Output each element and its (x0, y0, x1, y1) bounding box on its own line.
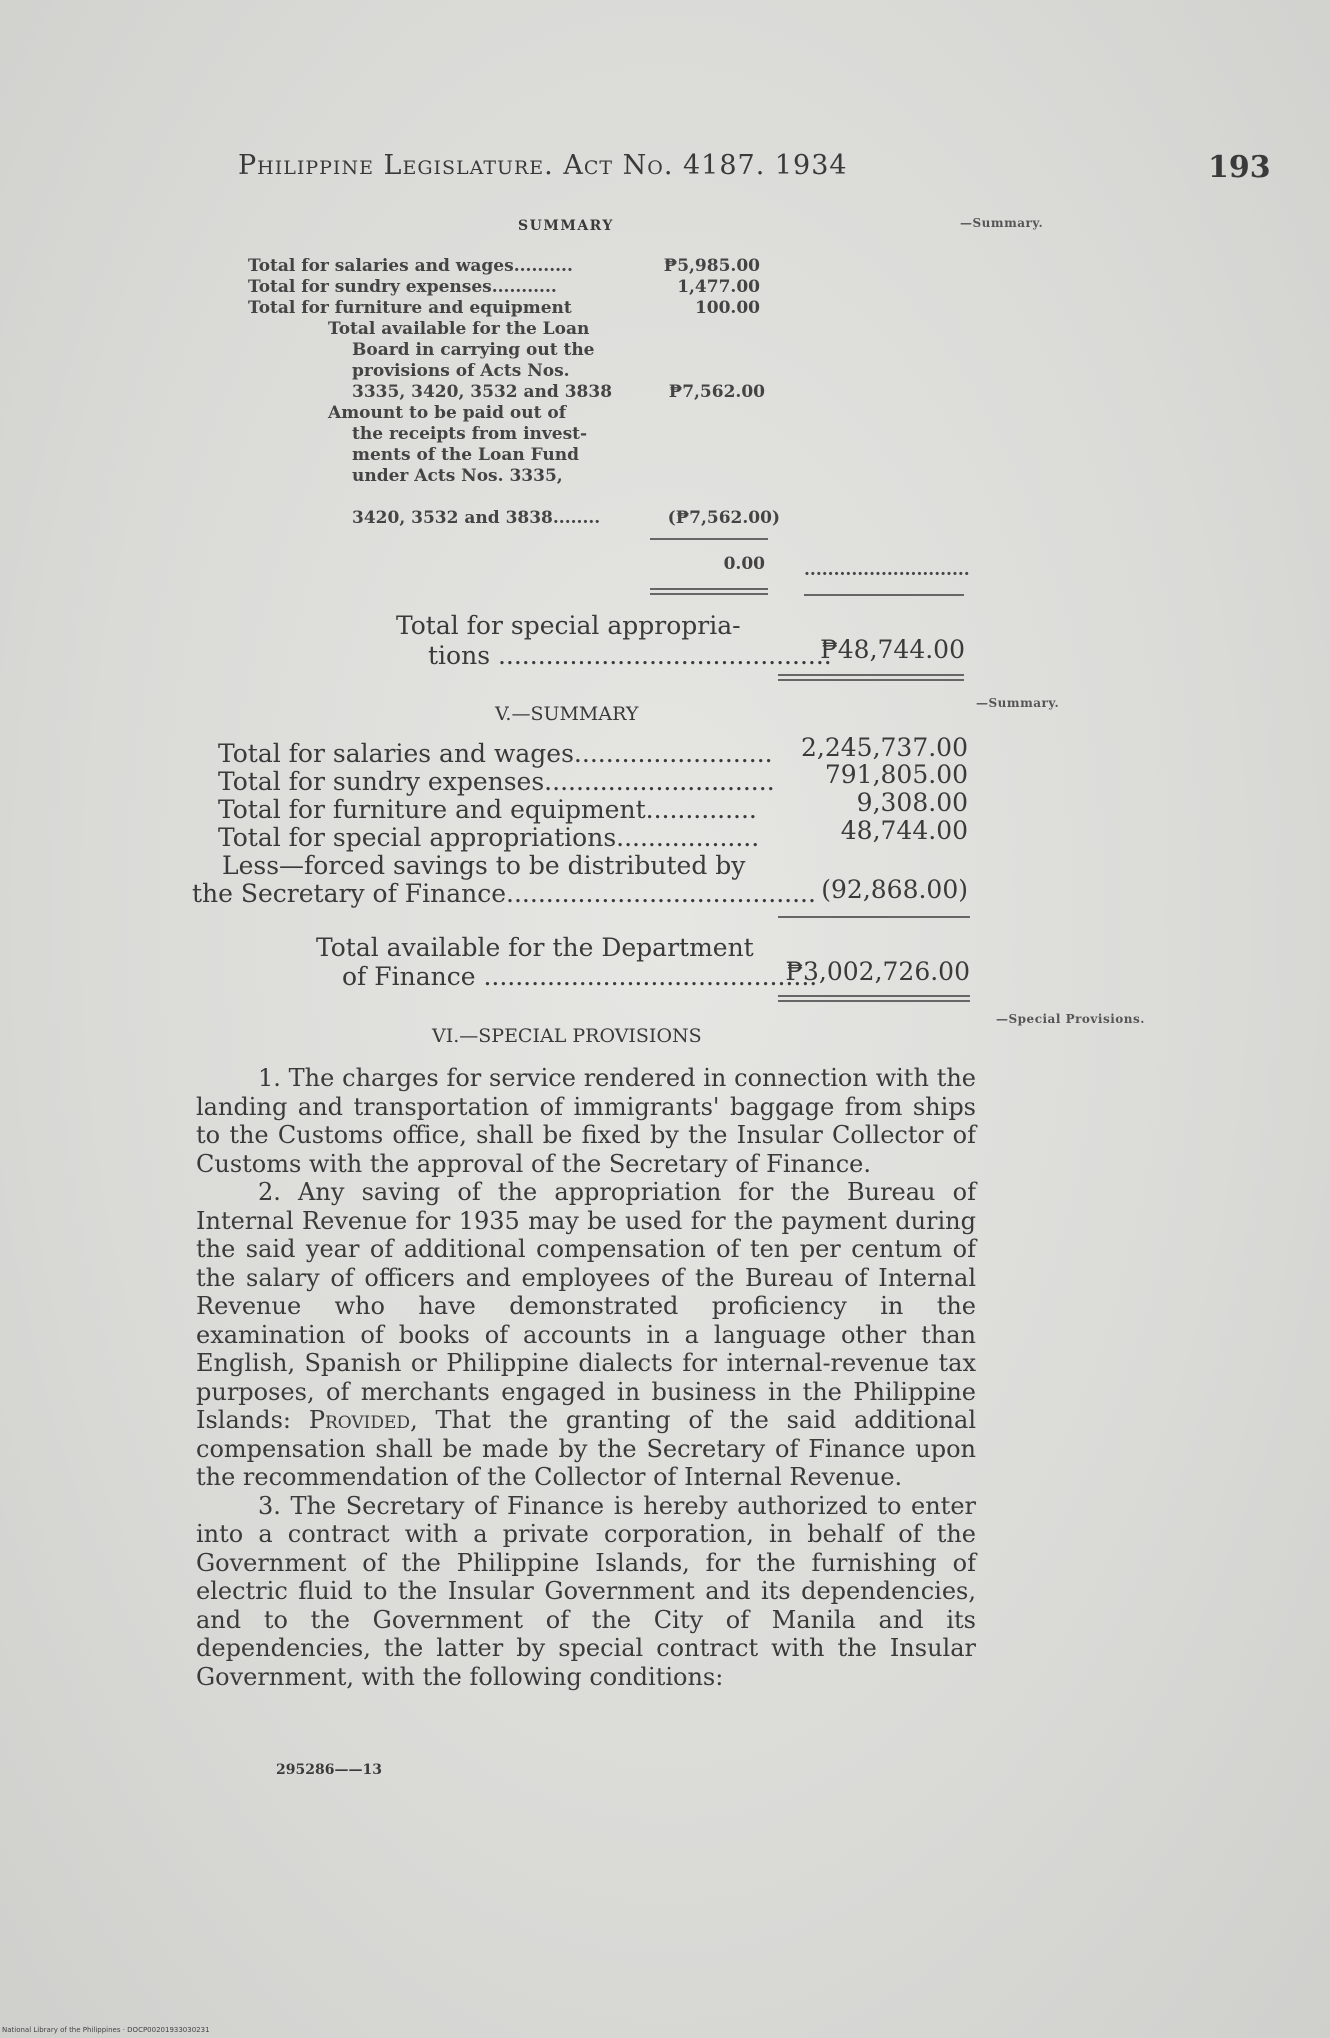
provision-1: 1. The charges for service rendered in connection with the landing and transportation of immigrants' baggage from ships to the Customs office, shall be fixed by the Insular Collector of Customs with the approval of the Secretary of Finance. (196, 1064, 976, 1178)
summary-v-row-furniture: Total for furniture and equipment.............. (218, 795, 757, 824)
summary-v-value-salaries: 2,245,737.00 (801, 733, 968, 762)
summary-v-value-sundry: 791,805.00 (824, 760, 968, 789)
summary-v-total-value: ₱3,002,726.00 (785, 957, 970, 986)
summary-heading: SUMMARY (518, 218, 614, 234)
summary-row-furniture: Total for furniture and equipment (248, 298, 572, 318)
summary-v-row-sundry: Total for sundry expenses............................. (218, 767, 775, 796)
special-total-line-2: tions .......................................... (428, 641, 832, 670)
available-line-3: provisions of Acts Nos. (352, 361, 570, 381)
rule-total (778, 916, 970, 918)
summary-value-furniture: 100.00 (694, 298, 760, 318)
summary-v-less-value: (92,868.00) (821, 875, 968, 904)
summary-v-heading: V.—SUMMARY (495, 703, 639, 725)
summary-v-less-line-2: the Secretary of Finance....................................... (192, 879, 816, 908)
page-number: 193 (1208, 150, 1271, 185)
provision-3: 3. The Secretary of Finance is hereby authorized to enter into a contract with a private corporation, in behalf of the Government of the Philippine Islands, for the furnishing of electric fluid to the Insular Government and its dependencies, and to the Government of the City of Manila and its dependencies, the latter by special contract with the Insular Government, with the following conditions: (196, 1491, 976, 1691)
double-rule-grand-total (778, 995, 970, 1002)
available-line-4: 3335, 3420, 3532 and 3838 (352, 382, 613, 402)
archive-caption: National Library of the Philippines · DOCP00201933030231 (2, 2026, 210, 2034)
summary-value-sundry: 1,477.00 (677, 277, 760, 297)
double-rule-special (778, 674, 964, 681)
provision-2-text-a: 2. Any saving of the appropriation for the Bureau of Internal Revenue for 1935 may be used for the payment during the said year of additional compensation of ten per centum of the salary of officers and employees of the Bureau of Internal Revenue who have demonstrated proficiency in the examination of books of accounts in a language other than English, Spanish or Philippine dialects for internal-revenue tax purposes, of merchants engaged in business in the Philippine Islands: (196, 1178, 976, 1434)
summary-v-total-line-2: of Finance .......................................... (342, 962, 818, 991)
net-dots: ............................ (804, 560, 970, 580)
summary-v-total-line-1: Total available for the Department (316, 933, 754, 962)
available-line-2: Board in carrying out the (352, 340, 595, 360)
summary-row-sundry: Total for sundry expenses........... (248, 277, 557, 297)
special-provisions-heading: VI.—SPECIAL PROVISIONS (432, 1025, 702, 1047)
summary-v-value-special: 48,744.00 (840, 816, 968, 845)
summary-value-salaries: ₱5,985.00 (663, 256, 760, 276)
rule-subtotal (650, 538, 768, 540)
provision-2-provided: Provided (308, 1406, 411, 1434)
provision-2 (196, 1178, 976, 1492)
summary-v-row-salaries: Total for salaries and wages......................... (218, 739, 773, 768)
amount-line-5: 3420, 3532 and 3838........ (352, 508, 601, 528)
amount-line-2: the receipts from invest- (352, 424, 588, 444)
amount-line-4: under Acts Nos. 3335, (352, 466, 563, 486)
rule-right-column (804, 594, 964, 596)
summary-v-less-line-1: Less—forced savings to be distributed by (222, 851, 746, 880)
available-line-1: Total available for the Loan (328, 319, 590, 339)
special-provisions-body (196, 1064, 976, 1691)
amount-value: (₱7,562.00) (667, 508, 780, 528)
summary-v-value-furniture: 9,308.00 (856, 788, 968, 817)
net-value: 0.00 (723, 554, 765, 574)
margin-note-summary-v: —Summary. (976, 696, 1060, 710)
summary-v-row-special: Total for special appropriations.................. (218, 823, 760, 852)
running-header: Philippine Legislature. Act No. 4187. 1934 (238, 150, 848, 181)
summary-row-salaries: Total for salaries and wages.......... (248, 256, 573, 276)
margin-note-summary: —Summary. (960, 216, 1044, 230)
double-rule-net (650, 588, 768, 595)
provision-2-text-b: , That the granting of the said additional compensation shall be made by the Secretary of Finance upon the recommendation of the Collector of Internal Revenue. (196, 1406, 976, 1491)
amount-line-3: ments of the Loan Fund (352, 445, 579, 465)
amount-line-1: Amount to be paid out of (328, 403, 567, 423)
special-total-value: ₱48,744.00 (820, 635, 965, 664)
special-total-line-1: Total for special appropria- (396, 611, 741, 640)
available-value: ₱7,562.00 (668, 382, 765, 402)
margin-note-special-provisions: —Special Provisions. (996, 1012, 1145, 1026)
signature-code: 295286——13 (276, 1762, 382, 1778)
